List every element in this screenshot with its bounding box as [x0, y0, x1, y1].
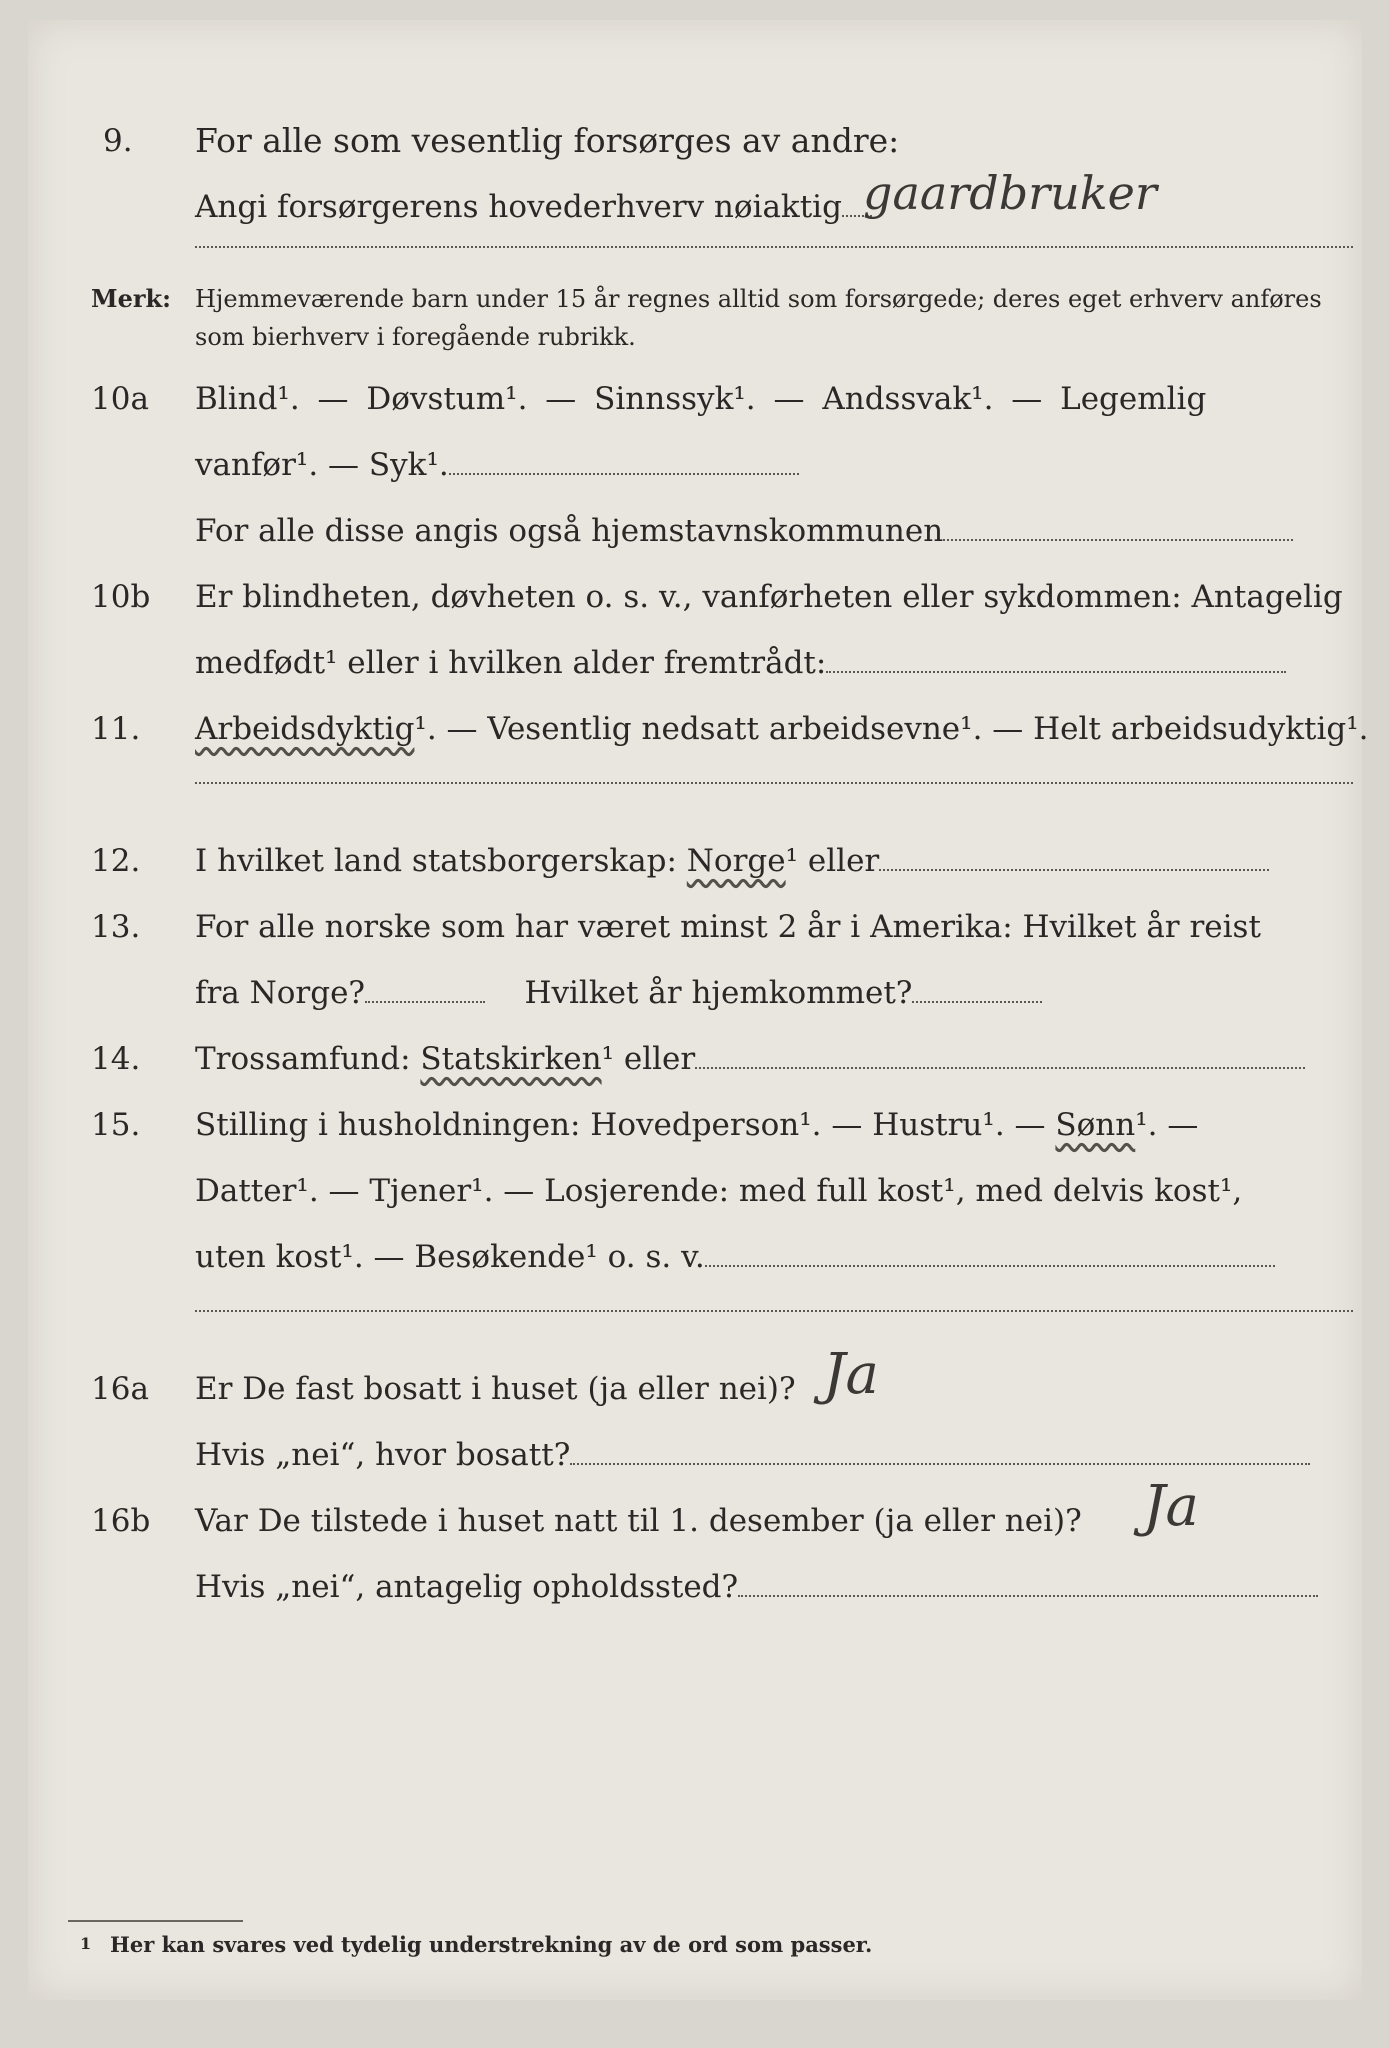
question-text: Hvis „nei“, antagelig opholdssted?	[195, 1554, 1318, 1620]
question-number: 11.	[91, 711, 141, 747]
dotted-separator	[195, 782, 1353, 784]
fill-line	[570, 1443, 1310, 1465]
dotted-separator	[195, 1310, 1353, 1312]
question-13	[91, 894, 1353, 960]
question-14	[91, 1026, 1353, 1092]
note-merk	[91, 274, 1353, 366]
question-text: uten kost¹. — Besøkende¹ o. s. v.	[195, 1224, 1275, 1290]
question-text: Var De tilstede i huset natt til 1. desember (ja eller nei)?	[195, 1503, 1082, 1539]
fill-line	[365, 981, 485, 1003]
question-number: 16a	[91, 1371, 149, 1407]
fill-line	[738, 1575, 1318, 1597]
question-text: vanfør¹. — Syk¹.	[195, 432, 799, 498]
question-text: medfødt¹ eller i hvilken alder fremtrådt:	[195, 630, 1286, 696]
fill-line	[695, 1047, 1305, 1069]
underlined-answer: Statskirken	[420, 1041, 602, 1077]
fill-line	[943, 519, 1293, 541]
question-text: I hvilket land statsborgerskap: Norge¹ eller	[195, 828, 1269, 894]
note-label: Merk:	[91, 284, 171, 313]
question-9	[103, 108, 1353, 174]
question-number: 13.	[91, 909, 141, 945]
question-text: For alle som vesentlig forsørges av andre:	[195, 121, 900, 160]
question-text: Er blindheten, døvheten o. s. v., vanførheten eller sykdommen: Antagelig	[195, 579, 1343, 615]
question-number: 10b	[91, 579, 151, 615]
question-16b	[91, 1474, 1353, 1554]
question-11	[91, 696, 1369, 762]
question-number: 15.	[91, 1107, 141, 1143]
question-10a	[91, 366, 1353, 432]
question-15-line2	[103, 1158, 1353, 1224]
question-13-line2	[103, 960, 1353, 1026]
question-number: 12.	[91, 843, 141, 879]
separator-row	[103, 240, 1353, 274]
handwritten-answer: gaardbruker	[863, 166, 1157, 220]
question-16a	[91, 1342, 1353, 1422]
question-text: Hvis „nei“, hvor bosatt?	[195, 1422, 1310, 1488]
question-9-answer-row	[103, 166, 1353, 240]
fill-line	[449, 453, 799, 475]
handwritten-answer: Ja	[823, 1342, 879, 1407]
question-10a-line2	[103, 432, 1353, 498]
underlined-answer: Norge	[686, 843, 786, 879]
separator-row	[103, 1290, 1353, 1356]
question-15-line3	[103, 1224, 1353, 1290]
underlined-answer: Sønn	[1055, 1107, 1136, 1143]
underlined-answer: Arbeidsdyktig	[195, 711, 415, 747]
footnote	[80, 1932, 873, 1957]
fill-line	[879, 849, 1269, 871]
census-form-page	[28, 20, 1369, 2000]
fill-line	[912, 981, 1042, 1003]
footnote-text: Her kan svares ved tydelig understrekning av de ord som passer.	[110, 1932, 873, 1957]
question-10b-line2	[103, 630, 1353, 696]
question-text: For alle norske som har været minst 2 år i Amerika: Hvilket år reist	[195, 909, 1261, 945]
question-16b-line2	[103, 1554, 1353, 1620]
question-text: Angi forsørgerens hovederhverv nøiaktig	[195, 174, 872, 240]
question-text: Stilling i husholdningen: Hovedperson¹. — Hustru¹. — Sønn¹. —	[195, 1107, 1199, 1143]
question-number: 14.	[91, 1041, 141, 1077]
footnote-mark: 1	[80, 1934, 92, 1953]
note-text: Hjemmeværende barn under 15 år regnes alltid som forsørgede; deres eget erhverv anføres som bierhverv i foregående rubrikk.	[195, 285, 1322, 351]
question-text: Er De fast bosatt i huset (ja eller nei)?	[195, 1371, 796, 1407]
fill-line	[826, 651, 1286, 673]
question-10a-line3	[103, 498, 1353, 564]
question-text: Trossamfund: Statskirken¹ eller	[195, 1026, 1305, 1092]
question-number: 10a	[91, 381, 149, 417]
question-text: Arbeidsdyktig¹. — Vesentlig nedsatt arbeidsevne¹. — Helt arbeidsudyktig¹.	[195, 711, 1369, 747]
footnote-divider	[68, 1920, 243, 1922]
question-text: Datter¹. — Tjener¹. — Losjerende: med full kost¹, med delvis kost¹,	[195, 1173, 1243, 1209]
question-10b	[91, 564, 1353, 630]
question-text: Blind¹. — Døvstum¹. — Sinnssyk¹. — Andssvak¹. — Legemlig	[195, 381, 1207, 417]
question-number: 9.	[103, 123, 133, 159]
question-text: For alle disse angis også hjemstavnskommunen	[195, 498, 1293, 564]
handwritten-answer: Ja	[1143, 1474, 1199, 1539]
question-number: 16b	[91, 1503, 151, 1539]
form-body	[91, 108, 1369, 1620]
question-15	[91, 1092, 1353, 1158]
separator-row	[103, 762, 1353, 828]
dotted-separator	[195, 246, 1353, 248]
question-text: fra Norge? Hvilket år hjemkommet?	[195, 960, 1042, 1026]
fill-line	[705, 1245, 1275, 1267]
question-12	[91, 828, 1353, 894]
